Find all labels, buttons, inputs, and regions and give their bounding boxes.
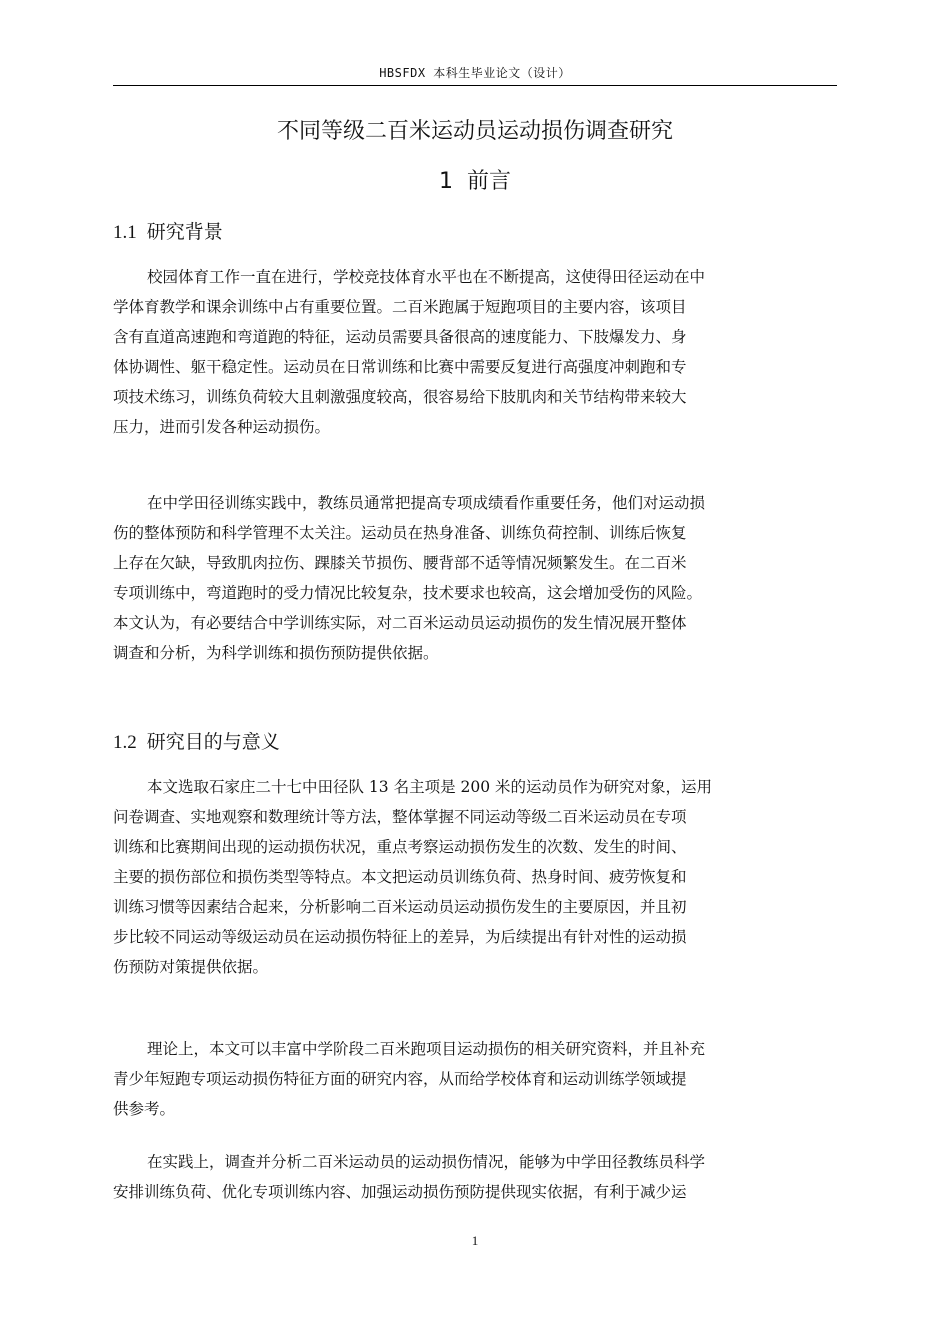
paragraph-line: 体协调性、躯干稳定性。运动员在日常训练和比赛中需要反复进行高强度冲刺跑和专 — [113, 358, 687, 376]
section-title: 研究背景 — [146, 221, 223, 243]
paragraph-line: 训练习惯等因素结合起来，分析影响二百米运动员运动损伤发生的主要原因，并且初 — [113, 898, 687, 916]
paragraph-line: 压力，进而引发各种运动损伤。 — [113, 418, 331, 436]
paragraph-line: 项技术练习，训练负荷较大且刺激强度较高，很容易给下肢肌肉和关节结构带来较大 — [113, 388, 687, 406]
paragraph-line: 含有直道高速跑和弯道跑的特征，运动员需要具备很高的速度能力、下肢爆发力、身 — [113, 328, 687, 346]
paragraph-line: 步比较不同运动等级运动员在运动损伤特征上的差异，为后续提出有针对性的运动损 — [113, 928, 687, 946]
section-heading-purpose — [113, 727, 280, 754]
paragraph-line: 专项训练中，弯道跑时的受力情况比较复杂，技术要求也较高，这会增加受伤的风险。 — [113, 584, 703, 602]
paragraph-line: 问卷调查、实地观察和数理统计等方法，整体掌握不同运动等级二百米运动员在专项 — [113, 808, 687, 826]
header-divider — [113, 85, 837, 86]
paragraph-line: 伤的整体预防和科学管理不太关注。运动员在热身准备、训练负荷控制、训练后恢复 — [113, 524, 687, 542]
paragraph-line: 安排训练负荷、优化专项训练内容、加强运动损伤预防提供现实依据，有利于减少运 — [113, 1183, 687, 1201]
paragraph-line: 训练和比赛期间出现的运动损伤状况，重点考察运动损伤发生的次数、发生的时间、 — [113, 838, 687, 856]
paragraph-line: 在实践上，调查并分析二百米运动员的运动损伤情况，能够为中学田径教练员科学 — [147, 1153, 706, 1171]
paragraph-line: 本文认为，有必要结合中学训练实际，对二百米运动员运动损伤的发生情况展开整体 — [113, 614, 687, 632]
paragraph-line: 在中学田径训练实践中，教练员通常把提高专项成绩看作重要任务，他们对运动损 — [147, 494, 706, 512]
paragraph-purpose-3 — [113, 1147, 843, 1207]
paragraph-line: 本文选取石家庄二十七中田径队 13 名主项是 200 米的运动员作为研究对象，运用 — [147, 778, 713, 796]
paragraph-background-1 — [113, 262, 843, 442]
paragraph-line: 供参考。 — [113, 1100, 176, 1118]
paragraph-purpose-1 — [113, 772, 843, 982]
page-number: 1 — [471, 1233, 479, 1248]
chapter-number: 1 — [438, 169, 453, 194]
paragraph-line: 校园体育工作一直在进行，学校竞技体育水平也在不断提高，这使得田径运动在中 — [147, 268, 706, 286]
section-number: 1.1 — [113, 222, 137, 243]
paragraph-line: 理论上，本文可以丰富中学阶段二百米跑项目运动损伤的相关研究资料，并且补充 — [147, 1040, 706, 1058]
paragraph-purpose-2 — [113, 1034, 843, 1124]
page-header: HBSFDX 本科生毕业论文（设计） — [379, 66, 571, 80]
paragraph-line: 主要的损伤部位和损伤类型等特点。本文把运动员训练负荷、热身时间、疲劳恢复和 — [113, 868, 687, 886]
section-number: 1.2 — [113, 732, 137, 753]
chapter-title: 前言 — [466, 169, 511, 194]
document-title: 不同等级二百米运动员运动损伤调查研究 — [276, 119, 673, 144]
section-heading-background — [113, 217, 223, 244]
paragraph-background-2 — [113, 488, 843, 668]
paragraph-line: 伤预防对策提供依据。 — [113, 958, 269, 976]
chapter-heading — [0, 164, 950, 195]
paragraph-line: 学体育教学和课余训练中占有重要位置。二百米跑属于短跑项目的主要内容，该项目 — [113, 298, 687, 316]
paragraph-line: 上存在欠缺，导致肌肉拉伤、踝膝关节损伤、腰背部不适等情况频繁发生。在二百米 — [113, 554, 687, 572]
section-title: 研究目的与意义 — [146, 731, 280, 753]
paragraph-line: 调查和分析，为科学训练和损伤预防提供依据。 — [113, 644, 439, 662]
paragraph-line: 青少年短跑专项运动损伤特征方面的研究内容，从而给学校体育和运动训练学领域提 — [113, 1070, 687, 1088]
